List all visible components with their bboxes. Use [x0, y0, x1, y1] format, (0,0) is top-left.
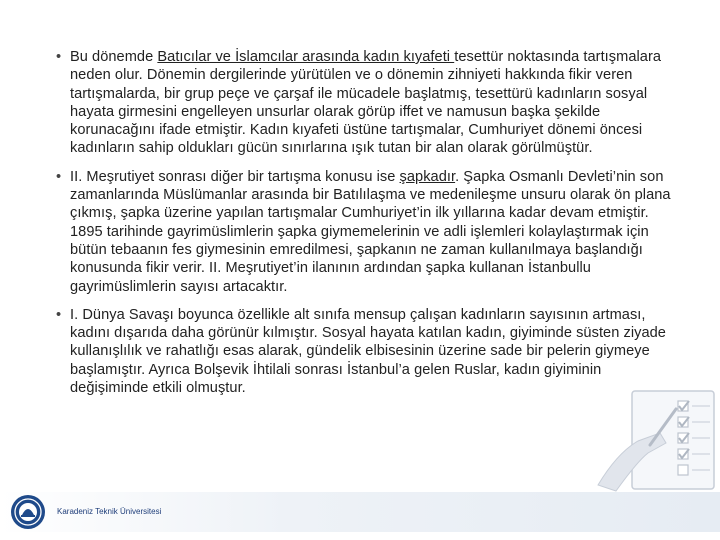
bullet-2-underlined: şapkadır — [399, 168, 456, 185]
slide-content — [56, 48, 676, 407]
bullet-3 — [56, 306, 676, 397]
bullet-2 — [56, 168, 676, 296]
bullet-dot: • — [56, 306, 62, 323]
bullet-1-underlined: Batıcılar ve İslamcılar arasında kadın kıyafeti — [157, 49, 455, 65]
bullet-3-text-pre: I. Dünya Savaşı boyunca özellikle alt sınıfa mensup çalışan kadınların sayısının artması, kadını dışarıda daha görünür kılmıştır. Sosyal hayata katılan kadın, giyiminde süsten ziyade kullanışlılık ve rahatlığı esas alarak, gündelik elbisesinin üzerine sade bir pelerin giymeye başlamıştır. Ayrıca Bolşevik İhtilali sonrası İstanbul’a gelen Ruslar, kadın giyiminin değişiminde etkili olmuştur. — [70, 306, 666, 397]
checklist-illustration-icon — [590, 385, 720, 495]
bullet-1-text-pre: Bu dönemde — [70, 49, 158, 65]
bullet-dot: • — [56, 49, 62, 65]
bullet-1 — [56, 48, 676, 158]
university-logo-icon — [10, 494, 46, 530]
footer-university-name: Karadeniz Teknik Üniversitesi — [57, 507, 162, 516]
bullet-1-text-post: tesettür noktasında tartışmalara neden olur. Dönemin dergilerinde yürütülen ve o dönemin zihniyeti hakkında fikir veren tartışmalarda, bir grup peçe ve çarşaf ile mücadele başlatmış, tesettürü kadınların sosyal hayata girmesini engelleyen unsurlar olarak görüp iffet ve namusun başka şekilde korunacağını ifade etmiştir. Kadın kıyafeti üstüne tartışmalar, Cumhuriyet dönemi öncesi kadınların sahip oldukları gücün sınırlarına ışık tutan bir alan olarak görülmüştür. — [70, 49, 662, 157]
bullet-2-text-post: . Şapka Osmanlı Devleti’nin son zamanlarında Müslümanlar arasında bir Batılılaşma ve medenileşme unsuru olarak ön plana çıkmış, şapka üzerine yapılan tartışmalar Cumhuriyet’in ilk yıllarına kadar devam etmiştir. 1895 tarihinde gayrimüslimlerin şapka giymemelerinin ve adli işlemleri kolaylaştırmak için bütün tebaanın fes giymesinin emredilmesi, şapkanın ne zaman kullanılmaya başlandığı konusunda fikir verir. II. Meşrutiyet’in ilanının ardından şapka kullanan İstanbullu gayrimüslimlerin sayısı artacaktır. — [70, 168, 671, 295]
bullet-dot: • — [56, 168, 62, 185]
bullet-2-text-pre: II. Meşrutiyet sonrası diğer bir tartışma konusu ise — [70, 168, 400, 185]
